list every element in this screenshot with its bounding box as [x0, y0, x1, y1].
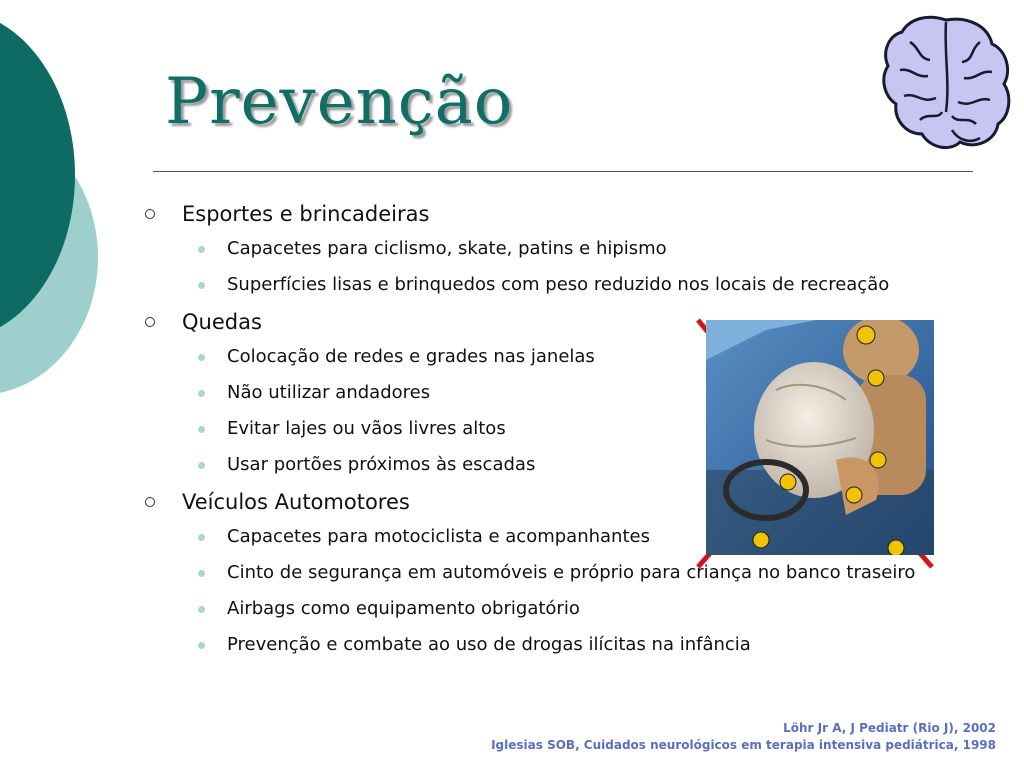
list-item: Cinto de segurança em automóveis e próprio para criança no banco traseiro	[140, 555, 990, 591]
bullet-icon	[198, 246, 205, 253]
section-heading: Veículos Automotores	[140, 485, 990, 519]
bullet-icon	[198, 462, 205, 469]
list-item: Capacetes para motociclista e acompanhantes	[140, 519, 990, 555]
hollow-bullet-icon	[145, 317, 155, 327]
list-item: Prevenção e combate ao uso de drogas ilícitas na infância	[140, 627, 990, 663]
reference-line: Löhr Jr A, J Pediatr (Rio J), 2002	[783, 721, 996, 735]
section-heading: Esportes e brincadeiras	[140, 197, 990, 231]
hollow-bullet-icon	[145, 209, 155, 219]
list-item: Usar portões próximos às escadas	[140, 447, 990, 483]
bullet-icon	[198, 606, 205, 613]
bullet-icon	[198, 282, 205, 289]
hollow-bullet-icon	[145, 497, 155, 507]
list-item: Airbags como equipamento obrigatório	[140, 591, 990, 627]
references	[491, 720, 996, 754]
list-item: Não utilizar andadores	[140, 375, 990, 411]
bullet-icon	[198, 390, 205, 397]
list-item: Evitar lajes ou vãos livres altos	[140, 411, 990, 447]
title-divider	[153, 171, 973, 172]
section-heading: Quedas	[140, 305, 990, 339]
bullet-icon	[198, 570, 205, 577]
bullet-icon	[198, 426, 205, 433]
slide-title: Prevenção	[165, 65, 514, 139]
bullet-icon	[198, 354, 205, 361]
list-item: Colocação de redes e grades nas janelas	[140, 339, 990, 375]
reference-line: Iglesias SOB, Cuidados neurológicos em terapia intensiva pediátrica, 1998	[491, 738, 996, 752]
crash-test-airbag-photo	[690, 315, 940, 575]
crash-test-image	[706, 320, 934, 555]
brain-icon	[880, 12, 1012, 160]
bullet-icon	[198, 642, 205, 649]
list-item: Superfícies lisas e brinquedos com peso reduzido nos locais de recreação	[140, 267, 990, 303]
bullet-icon	[198, 534, 205, 541]
list-item: Capacetes para ciclismo, skate, patins e hipismo	[140, 231, 990, 267]
